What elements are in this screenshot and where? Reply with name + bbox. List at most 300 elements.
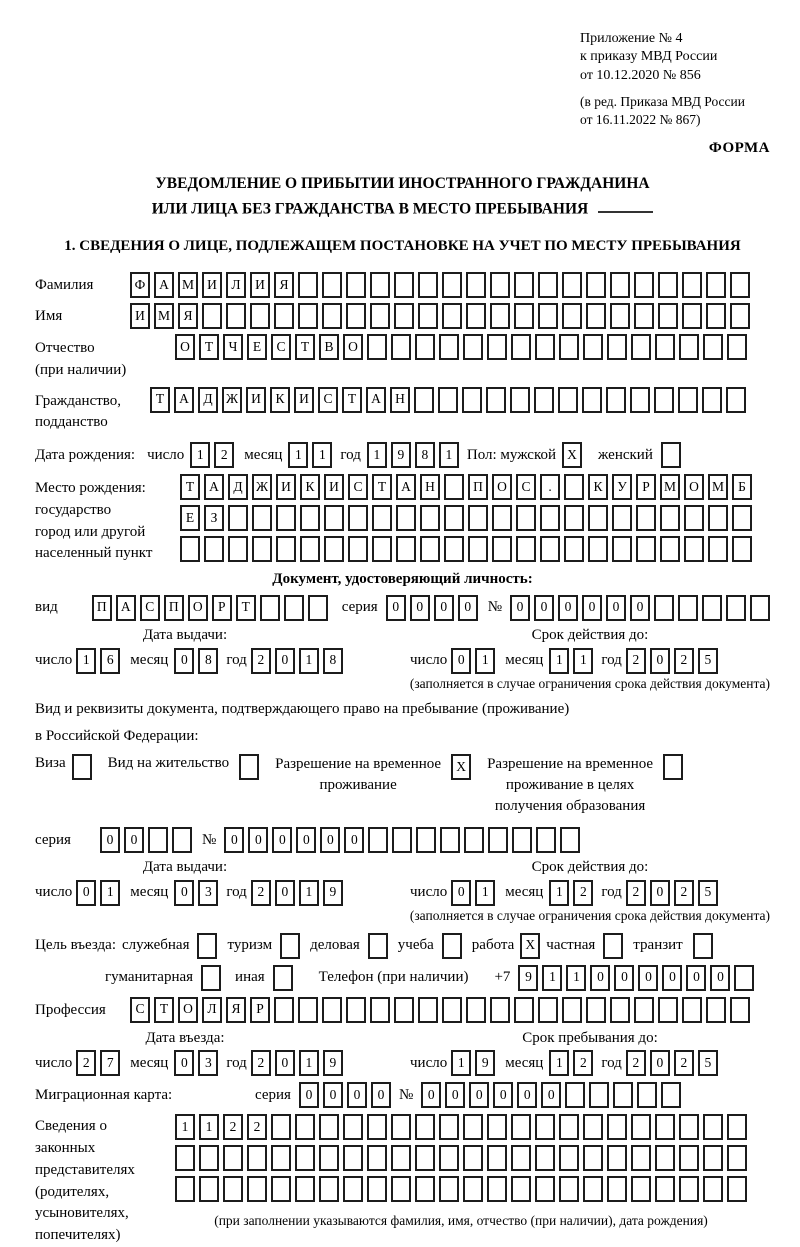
char-cell[interactable]: [661, 1082, 681, 1108]
char-cell[interactable]: [466, 272, 486, 298]
char-cell[interactable]: С: [140, 595, 160, 621]
char-cell[interactable]: [439, 334, 459, 360]
representatives-field-row3[interactable]: [175, 1176, 747, 1202]
citizenship-field[interactable]: [150, 387, 746, 413]
char-cell[interactable]: [348, 536, 368, 562]
char-cell[interactable]: [734, 965, 754, 991]
char-cell[interactable]: Л: [226, 272, 246, 298]
char-cell[interactable]: [516, 505, 536, 531]
checkbox-work[interactable]: X: [520, 933, 540, 959]
doc-series-field[interactable]: [386, 595, 478, 621]
purpose-business-checkbox[interactable]: [368, 933, 388, 959]
char-cell[interactable]: 1: [549, 1050, 569, 1076]
char-cell[interactable]: 0: [320, 827, 340, 853]
char-cell[interactable]: [180, 536, 200, 562]
char-cell[interactable]: [468, 536, 488, 562]
char-cell[interactable]: И: [276, 474, 296, 500]
char-cell[interactable]: К: [300, 474, 320, 500]
char-cell[interactable]: [442, 303, 462, 329]
char-cell[interactable]: [396, 536, 416, 562]
char-cell[interactable]: Р: [250, 997, 270, 1023]
char-cell[interactable]: 2: [626, 1050, 646, 1076]
char-cell[interactable]: [415, 1176, 435, 1202]
char-cell[interactable]: С: [348, 474, 368, 500]
char-cell[interactable]: [250, 303, 270, 329]
char-cell[interactable]: Ф: [130, 272, 150, 298]
temp-residence-checkbox[interactable]: [451, 754, 471, 780]
char-cell[interactable]: [630, 387, 650, 413]
char-cell[interactable]: П: [92, 595, 112, 621]
char-cell[interactable]: [343, 1176, 363, 1202]
permit-valid-month-field[interactable]: [549, 880, 593, 906]
char-cell[interactable]: 0: [386, 595, 406, 621]
char-cell[interactable]: [538, 997, 558, 1023]
char-cell[interactable]: [247, 1176, 267, 1202]
char-cell[interactable]: [588, 505, 608, 531]
char-cell[interactable]: [703, 1176, 723, 1202]
char-cell[interactable]: [199, 1176, 219, 1202]
char-cell[interactable]: [727, 1176, 747, 1202]
char-cell[interactable]: [439, 1176, 459, 1202]
char-cell[interactable]: [634, 997, 654, 1023]
char-cell[interactable]: [490, 303, 510, 329]
representatives-field-row1[interactable]: [175, 1114, 747, 1140]
char-cell[interactable]: 1: [475, 880, 495, 906]
char-cell[interactable]: [682, 272, 702, 298]
char-cell[interactable]: [678, 595, 698, 621]
char-cell[interactable]: [298, 272, 318, 298]
char-cell[interactable]: [487, 1176, 507, 1202]
char-cell[interactable]: И: [294, 387, 314, 413]
char-cell[interactable]: [631, 1114, 651, 1140]
entry-day-field[interactable]: [76, 1050, 120, 1076]
char-cell[interactable]: 1: [549, 648, 569, 674]
char-cell[interactable]: М: [178, 272, 198, 298]
permit-issue-day-field[interactable]: [76, 880, 120, 906]
char-cell[interactable]: 0: [248, 827, 268, 853]
char-cell[interactable]: 0: [558, 595, 578, 621]
char-cell[interactable]: [346, 272, 366, 298]
checkbox-visa[interactable]: [72, 754, 92, 780]
char-cell[interactable]: [511, 1145, 531, 1171]
char-cell[interactable]: [487, 334, 507, 360]
char-cell[interactable]: 1: [475, 648, 495, 674]
entry-year-field[interactable]: [251, 1050, 343, 1076]
char-cell[interactable]: [610, 272, 630, 298]
char-cell[interactable]: [535, 1176, 555, 1202]
char-cell[interactable]: [732, 536, 752, 562]
char-cell[interactable]: 1: [439, 442, 459, 468]
char-cell[interactable]: [730, 997, 750, 1023]
char-cell[interactable]: [562, 997, 582, 1023]
char-cell[interactable]: О: [684, 474, 704, 500]
char-cell[interactable]: [631, 334, 651, 360]
char-cell[interactable]: [637, 1082, 657, 1108]
char-cell[interactable]: И: [130, 303, 150, 329]
char-cell[interactable]: [492, 536, 512, 562]
char-cell[interactable]: [418, 997, 438, 1023]
char-cell[interactable]: 8: [415, 442, 435, 468]
char-cell[interactable]: М: [660, 474, 680, 500]
char-cell[interactable]: 9: [518, 965, 538, 991]
char-cell[interactable]: [583, 1114, 603, 1140]
char-cell[interactable]: 0: [174, 648, 194, 674]
char-cell[interactable]: [324, 505, 344, 531]
char-cell[interactable]: [418, 272, 438, 298]
purpose-tourism-checkbox[interactable]: [280, 933, 300, 959]
profession-field[interactable]: [130, 997, 750, 1023]
char-cell[interactable]: У: [612, 474, 632, 500]
char-cell[interactable]: [516, 536, 536, 562]
char-cell[interactable]: [655, 334, 675, 360]
char-cell[interactable]: О: [188, 595, 208, 621]
char-cell[interactable]: [346, 303, 366, 329]
char-cell[interactable]: Н: [420, 474, 440, 500]
char-cell[interactable]: С: [271, 334, 291, 360]
char-cell[interactable]: [392, 827, 412, 853]
char-cell[interactable]: [223, 1176, 243, 1202]
char-cell[interactable]: Р: [636, 474, 656, 500]
char-cell[interactable]: [655, 1176, 675, 1202]
char-cell[interactable]: [660, 505, 680, 531]
birthplace-field-row2[interactable]: [180, 505, 752, 531]
char-cell[interactable]: [298, 997, 318, 1023]
char-cell[interactable]: 2: [223, 1114, 243, 1140]
permit-issue-year-field[interactable]: [251, 880, 343, 906]
checkbox-temp-residence[interactable]: X: [451, 754, 471, 780]
char-cell[interactable]: [343, 1114, 363, 1140]
char-cell[interactable]: [631, 1145, 651, 1171]
char-cell[interactable]: И: [246, 387, 266, 413]
char-cell[interactable]: [679, 1176, 699, 1202]
char-cell[interactable]: [295, 1145, 315, 1171]
char-cell[interactable]: [511, 1114, 531, 1140]
char-cell[interactable]: [535, 1114, 555, 1140]
char-cell[interactable]: [679, 1145, 699, 1171]
char-cell[interactable]: 0: [371, 1082, 391, 1108]
char-cell[interactable]: [442, 272, 462, 298]
char-cell[interactable]: 2: [674, 648, 694, 674]
permit-valid-year-field[interactable]: [626, 880, 718, 906]
char-cell[interactable]: [416, 827, 436, 853]
doc-issue-day-field[interactable]: [76, 648, 120, 674]
char-cell[interactable]: Ч: [223, 334, 243, 360]
char-cell[interactable]: Я: [178, 303, 198, 329]
char-cell[interactable]: 0: [347, 1082, 367, 1108]
char-cell[interactable]: [226, 303, 246, 329]
surname-field[interactable]: [130, 272, 750, 298]
char-cell[interactable]: [679, 1114, 699, 1140]
char-cell[interactable]: 2: [251, 1050, 271, 1076]
char-cell[interactable]: И: [250, 272, 270, 298]
char-cell[interactable]: 1: [573, 648, 593, 674]
char-cell[interactable]: 0: [590, 965, 610, 991]
char-cell[interactable]: Я: [274, 272, 294, 298]
char-cell[interactable]: [589, 1082, 609, 1108]
char-cell[interactable]: 0: [614, 965, 634, 991]
purpose-official-checkbox[interactable]: [197, 933, 217, 959]
char-cell[interactable]: [655, 1114, 675, 1140]
char-cell[interactable]: [534, 387, 554, 413]
char-cell[interactable]: [730, 303, 750, 329]
char-cell[interactable]: О: [175, 334, 195, 360]
char-cell[interactable]: [511, 334, 531, 360]
char-cell[interactable]: Я: [226, 997, 246, 1023]
char-cell[interactable]: [727, 334, 747, 360]
char-cell[interactable]: [295, 1114, 315, 1140]
birth-month-field[interactable]: [288, 442, 332, 468]
char-cell[interactable]: 0: [434, 595, 454, 621]
char-cell[interactable]: 5: [698, 880, 718, 906]
permit-number-field[interactable]: [224, 827, 580, 853]
char-cell[interactable]: 0: [296, 827, 316, 853]
char-cell[interactable]: [487, 1114, 507, 1140]
char-cell[interactable]: [583, 1145, 603, 1171]
char-cell[interactable]: [319, 1176, 339, 1202]
char-cell[interactable]: [466, 303, 486, 329]
char-cell[interactable]: [559, 334, 579, 360]
char-cell[interactable]: [319, 1145, 339, 1171]
char-cell[interactable]: 2: [247, 1114, 267, 1140]
char-cell[interactable]: [612, 536, 632, 562]
entry-month-field[interactable]: [174, 1050, 218, 1076]
char-cell[interactable]: 0: [174, 1050, 194, 1076]
char-cell[interactable]: А: [366, 387, 386, 413]
char-cell[interactable]: 0: [451, 648, 471, 674]
char-cell[interactable]: [391, 1145, 411, 1171]
given-name-field[interactable]: [130, 303, 750, 329]
char-cell[interactable]: [727, 1145, 747, 1171]
checkbox-study[interactable]: [442, 933, 462, 959]
char-cell[interactable]: [464, 827, 484, 853]
checkbox-residence-permit[interactable]: [239, 754, 259, 780]
char-cell[interactable]: 5: [698, 1050, 718, 1076]
checkbox-transit[interactable]: [693, 933, 713, 959]
char-cell[interactable]: 2: [251, 648, 271, 674]
char-cell[interactable]: [322, 303, 342, 329]
char-cell[interactable]: [606, 387, 626, 413]
char-cell[interactable]: 1: [299, 648, 319, 674]
char-cell[interactable]: [223, 1145, 243, 1171]
char-cell[interactable]: [654, 387, 674, 413]
visa-checkbox[interactable]: [72, 754, 92, 780]
char-cell[interactable]: [486, 387, 506, 413]
char-cell[interactable]: [367, 1145, 387, 1171]
char-cell[interactable]: С: [516, 474, 536, 500]
char-cell[interactable]: [730, 272, 750, 298]
char-cell[interactable]: Т: [180, 474, 200, 500]
migcard-series-field[interactable]: [299, 1082, 391, 1108]
char-cell[interactable]: 9: [323, 1050, 343, 1076]
char-cell[interactable]: 0: [469, 1082, 489, 1108]
char-cell[interactable]: 1: [100, 880, 120, 906]
char-cell[interactable]: [538, 303, 558, 329]
char-cell[interactable]: [535, 1145, 555, 1171]
checkbox-temp-residence-edu[interactable]: [663, 754, 683, 780]
permit-issue-month-field[interactable]: [174, 880, 218, 906]
permit-series-field[interactable]: [100, 827, 192, 853]
char-cell[interactable]: [274, 303, 294, 329]
char-cell[interactable]: 0: [275, 648, 295, 674]
char-cell[interactable]: [682, 997, 702, 1023]
char-cell[interactable]: 2: [251, 880, 271, 906]
char-cell[interactable]: [442, 997, 462, 1023]
birth-day-field[interactable]: [190, 442, 234, 468]
char-cell[interactable]: К: [270, 387, 290, 413]
char-cell[interactable]: [439, 1145, 459, 1171]
char-cell[interactable]: [370, 303, 390, 329]
char-cell[interactable]: [252, 505, 272, 531]
char-cell[interactable]: 2: [76, 1050, 96, 1076]
char-cell[interactable]: Т: [150, 387, 170, 413]
char-cell[interactable]: [324, 536, 344, 562]
char-cell[interactable]: [271, 1145, 291, 1171]
char-cell[interactable]: 0: [650, 648, 670, 674]
char-cell[interactable]: 0: [638, 965, 658, 991]
char-cell[interactable]: [634, 303, 654, 329]
char-cell[interactable]: 0: [451, 880, 471, 906]
char-cell[interactable]: П: [468, 474, 488, 500]
char-cell[interactable]: [636, 536, 656, 562]
char-cell[interactable]: 0: [650, 880, 670, 906]
purpose-private-checkbox[interactable]: [603, 933, 623, 959]
char-cell[interactable]: [514, 272, 534, 298]
char-cell[interactable]: 0: [493, 1082, 513, 1108]
char-cell[interactable]: 0: [517, 1082, 537, 1108]
char-cell[interactable]: А: [154, 272, 174, 298]
char-cell[interactable]: Р: [212, 595, 232, 621]
char-cell[interactable]: [228, 505, 248, 531]
checkbox-tourism[interactable]: [280, 933, 300, 959]
representatives-field-row2[interactable]: [175, 1145, 747, 1171]
char-cell[interactable]: [726, 387, 746, 413]
char-cell[interactable]: [536, 827, 556, 853]
char-cell[interactable]: [322, 272, 342, 298]
stay-month-field[interactable]: [549, 1050, 593, 1076]
char-cell[interactable]: [684, 536, 704, 562]
char-cell[interactable]: 0: [606, 595, 626, 621]
char-cell[interactable]: [276, 536, 296, 562]
char-cell[interactable]: Т: [372, 474, 392, 500]
char-cell[interactable]: 8: [323, 648, 343, 674]
char-cell[interactable]: [300, 505, 320, 531]
char-cell[interactable]: [204, 536, 224, 562]
char-cell[interactable]: 0: [410, 595, 430, 621]
permit-valid-day-field[interactable]: [451, 880, 495, 906]
char-cell[interactable]: [343, 1145, 363, 1171]
doc-issue-month-field[interactable]: [174, 648, 218, 674]
char-cell[interactable]: [732, 505, 752, 531]
char-cell[interactable]: [562, 303, 582, 329]
char-cell[interactable]: [271, 1114, 291, 1140]
char-cell[interactable]: 7: [100, 1050, 120, 1076]
char-cell[interactable]: 9: [391, 442, 411, 468]
char-cell[interactable]: [295, 1176, 315, 1202]
char-cell[interactable]: [708, 536, 728, 562]
char-cell[interactable]: [510, 387, 530, 413]
char-cell[interactable]: [284, 595, 304, 621]
char-cell[interactable]: [372, 536, 392, 562]
char-cell[interactable]: [462, 387, 482, 413]
char-cell[interactable]: 2: [674, 1050, 694, 1076]
doc-kind-field[interactable]: [92, 595, 328, 621]
char-cell[interactable]: [583, 334, 603, 360]
char-cell[interactable]: Т: [154, 997, 174, 1023]
char-cell[interactable]: [559, 1176, 579, 1202]
char-cell[interactable]: [414, 387, 434, 413]
char-cell[interactable]: [583, 1176, 603, 1202]
char-cell[interactable]: 0: [686, 965, 706, 991]
char-cell[interactable]: [586, 303, 606, 329]
char-cell[interactable]: [372, 505, 392, 531]
char-cell[interactable]: 1: [199, 1114, 219, 1140]
char-cell[interactable]: 0: [275, 880, 295, 906]
char-cell[interactable]: 1: [190, 442, 210, 468]
char-cell[interactable]: 1: [566, 965, 586, 991]
char-cell[interactable]: [391, 334, 411, 360]
char-cell[interactable]: [607, 1145, 627, 1171]
checkbox-female[interactable]: [661, 442, 681, 468]
char-cell[interactable]: 0: [662, 965, 682, 991]
char-cell[interactable]: [679, 334, 699, 360]
doc-number-field[interactable]: [510, 595, 770, 621]
char-cell[interactable]: 0: [224, 827, 244, 853]
char-cell[interactable]: [370, 997, 390, 1023]
char-cell[interactable]: 0: [541, 1082, 561, 1108]
doc-issue-year-field[interactable]: [251, 648, 343, 674]
char-cell[interactable]: 1: [299, 880, 319, 906]
char-cell[interactable]: 3: [198, 1050, 218, 1076]
char-cell[interactable]: [658, 303, 678, 329]
char-cell[interactable]: [540, 536, 560, 562]
char-cell[interactable]: Е: [180, 505, 200, 531]
char-cell[interactable]: [247, 1145, 267, 1171]
temp-residence-edu-checkbox[interactable]: [663, 754, 683, 780]
doc-valid-month-field[interactable]: [549, 648, 593, 674]
char-cell[interactable]: [322, 997, 342, 1023]
char-cell[interactable]: 0: [272, 827, 292, 853]
char-cell[interactable]: [727, 1114, 747, 1140]
char-cell[interactable]: 1: [312, 442, 332, 468]
char-cell[interactable]: [348, 505, 368, 531]
char-cell[interactable]: С: [130, 997, 150, 1023]
char-cell[interactable]: 0: [445, 1082, 465, 1108]
char-cell[interactable]: [654, 595, 674, 621]
char-cell[interactable]: И: [324, 474, 344, 500]
char-cell[interactable]: [468, 505, 488, 531]
char-cell[interactable]: 0: [458, 595, 478, 621]
char-cell[interactable]: 0: [124, 827, 144, 853]
char-cell[interactable]: [202, 303, 222, 329]
char-cell[interactable]: [540, 505, 560, 531]
char-cell[interactable]: [564, 505, 584, 531]
phone-field[interactable]: [518, 965, 754, 991]
char-cell[interactable]: [444, 474, 464, 500]
checkbox-other[interactable]: [273, 965, 293, 991]
sex-female-checkbox[interactable]: [661, 442, 681, 468]
char-cell[interactable]: [708, 505, 728, 531]
char-cell[interactable]: 1: [451, 1050, 471, 1076]
char-cell[interactable]: М: [154, 303, 174, 329]
char-cell[interactable]: [346, 997, 366, 1023]
char-cell[interactable]: [607, 334, 627, 360]
char-cell[interactable]: 0: [650, 1050, 670, 1076]
char-cell[interactable]: [660, 536, 680, 562]
char-cell[interactable]: З: [204, 505, 224, 531]
char-cell[interactable]: [319, 1114, 339, 1140]
char-cell[interactable]: 6: [100, 648, 120, 674]
stay-year-field[interactable]: [626, 1050, 718, 1076]
